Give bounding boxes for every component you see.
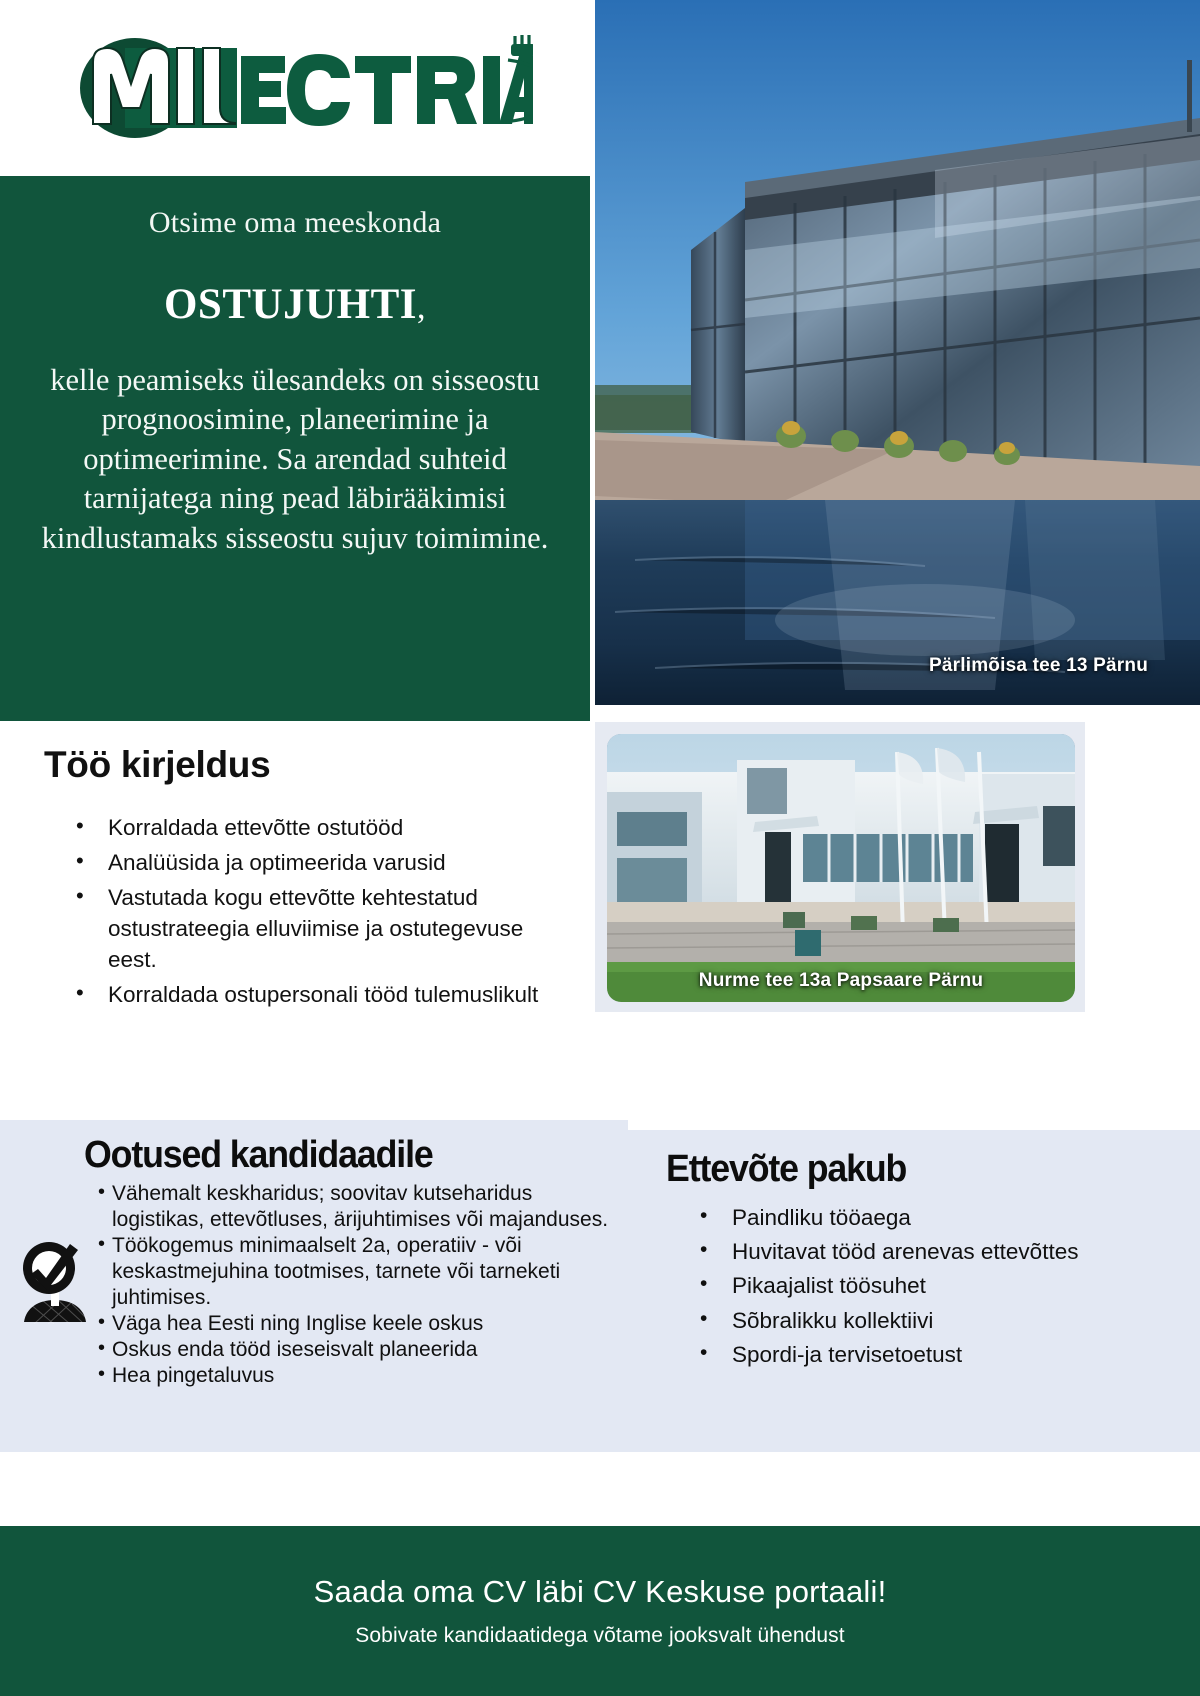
apply-note: Sobivate kandidaatidega võtame jooksvalt ühendust bbox=[355, 1624, 845, 1647]
job-description-section bbox=[0, 730, 590, 1110]
expectations-list bbox=[98, 1181, 612, 1389]
requirements-offer-band bbox=[0, 1120, 1200, 1452]
intro-body: kelle peamiseks ülesandeks on sisseostu prognoosimine, planeerimine ja optimeerimine. Sa arendad suhteid tarnijatega ning pead läbirääkimisi kindlustamaks sisseostu sujuv toimimine. bbox=[41, 362, 549, 556]
photo-industrial-building bbox=[607, 734, 1075, 1002]
intro-lead: Otsime oma meeskonda bbox=[148, 206, 442, 239]
list-item: • Korraldada ostupersonali tööd tulemuslikult bbox=[76, 979, 570, 1010]
photo-industrial-building-frame bbox=[595, 722, 1085, 1012]
list-item: • Väga hea Eesti ning Inglise keele oskus bbox=[98, 1311, 612, 1337]
job-description-heading: Töö kirjeldus bbox=[44, 744, 271, 785]
milectria-logo-icon bbox=[63, 26, 533, 146]
list-item: • Korraldada ettevõtte ostutööd bbox=[76, 812, 570, 843]
expectations-heading: Ootused kandidaadile bbox=[84, 1134, 433, 1176]
offer-heading: Ettevõte pakub bbox=[666, 1148, 907, 1190]
job-title-text: OSTUJUHTI bbox=[163, 280, 417, 328]
office-building-glass-facade-image bbox=[595, 0, 1200, 705]
offer-list bbox=[696, 1201, 1200, 1372]
apply-footer bbox=[0, 1526, 1200, 1696]
photo-office-building bbox=[595, 0, 1200, 705]
intro-panel bbox=[0, 176, 590, 721]
job-description-list bbox=[44, 812, 570, 1010]
list-item: • Spordi-ja tervisetoetust bbox=[696, 1338, 1200, 1372]
list-item: • Vähemalt keskharidus; soovitav kutseharidus logistikas, ettevõtluses, ärijuhtimises või majanduses. bbox=[98, 1181, 612, 1233]
industrial-building-white-image bbox=[607, 734, 1075, 1002]
apply-call-to-action: Saada oma CV läbi CV Keskuse portaali! bbox=[313, 1574, 887, 1609]
list-item: • Analüüsida ja optimeerida varusid bbox=[76, 847, 570, 878]
list-item: • Oskus enda tööd iseseisvalt planeerida bbox=[98, 1337, 612, 1363]
list-item: • Huvitavat tööd arenevas ettevõttes bbox=[696, 1235, 1200, 1269]
list-item: • Paindliku tööaega bbox=[696, 1201, 1200, 1235]
company-logo bbox=[63, 26, 533, 146]
list-item: • Töökogemus minimaalselt 2a, operatiiv - või keskastmejuhina tootmises, tarnete või tarneketi juhtimises. bbox=[98, 1233, 612, 1311]
job-title-comma: , bbox=[417, 288, 426, 326]
list-item: • Sõbralikku kollektiivi bbox=[696, 1304, 1200, 1338]
list-item: • Vastutada kogu ettevõtte kehtestatud ostustrateegia elluviimise ja ostutegevuse eest. bbox=[76, 882, 570, 975]
offer-column bbox=[628, 1130, 1200, 1452]
list-item: • Pikaajalist töösuhet bbox=[696, 1269, 1200, 1303]
list-item: • Hea pingetaluvus bbox=[98, 1363, 612, 1389]
photo-caption-parlimoisa: Pärlimõisa tee 13 Pärnu bbox=[929, 655, 1148, 676]
person-check-icon bbox=[14, 1238, 96, 1324]
band-notch bbox=[628, 1120, 1200, 1130]
job-title bbox=[26, 280, 564, 329]
company-logo-band bbox=[0, 0, 595, 172]
photo-caption-nurme: Nurme tee 13a Papsaare Pärnu bbox=[698, 970, 984, 991]
expectations-column bbox=[0, 1120, 628, 1452]
